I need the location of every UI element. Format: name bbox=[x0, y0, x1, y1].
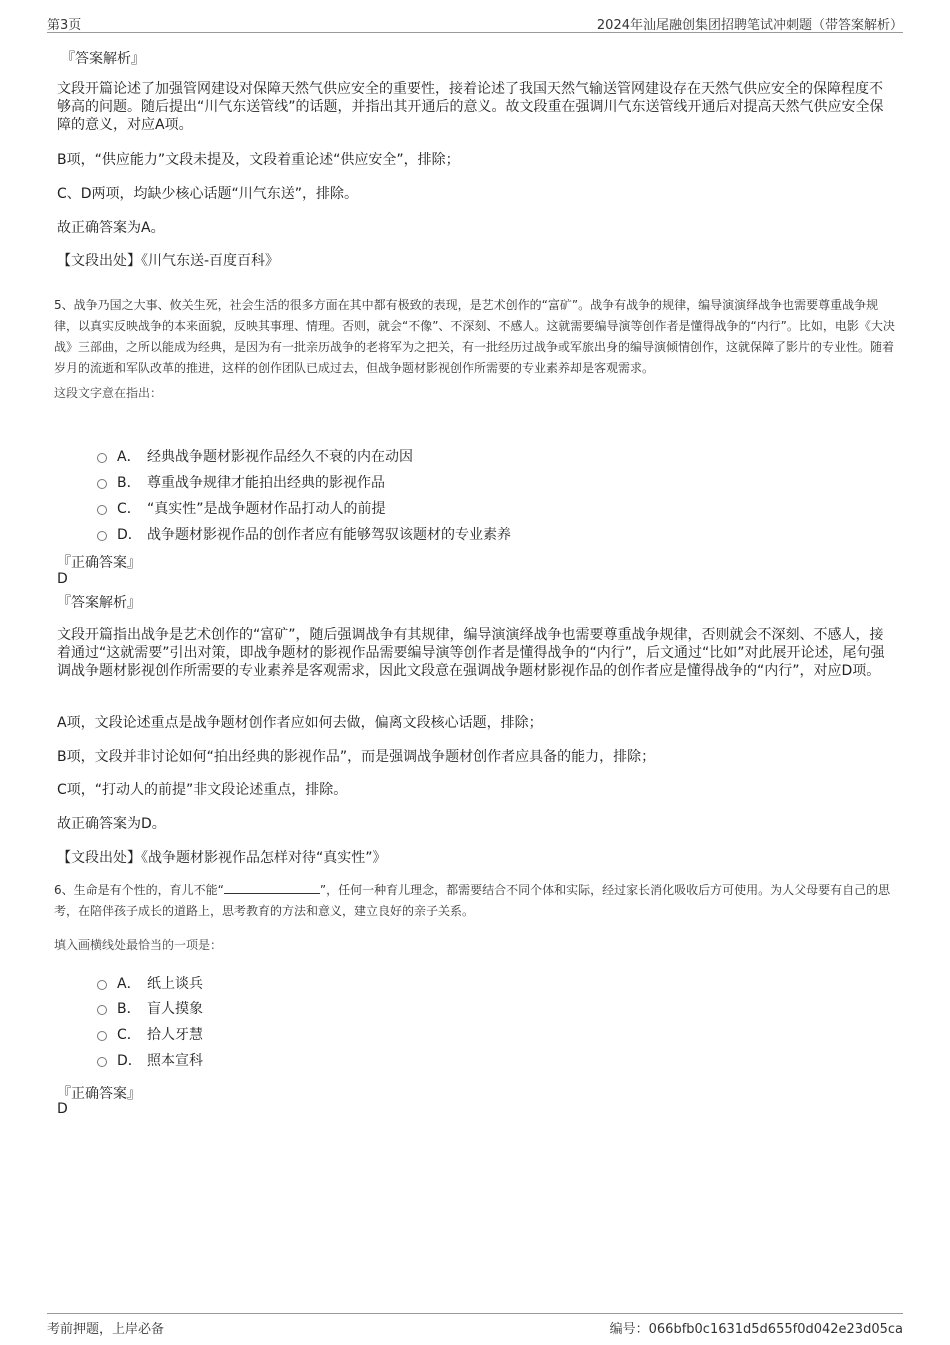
option-text: 经典战争题材影视作品经久不衰的内在动因 bbox=[147, 449, 413, 465]
q4-correct-answer: 故正确答案为A。 bbox=[57, 220, 165, 236]
q4-analysis-paragraph: 文段开篇论述了加强管网建设对保障天然气供应安全的重要性，接着论述了我国天然气输送管网建设存在天然气供应安全的保障程度不够高的问题。随后提出“川气东送管线”的话题，并指出其开通后的意义。故文段重在强调川气东送管线开通后对提高天然气供应安全保障的意义，对应A项。 bbox=[57, 81, 884, 133]
q6-stem-before: 6、生命是有个性的，育儿不能“ bbox=[54, 883, 224, 897]
footer-slogan: 考前押题，上岸必备 bbox=[47, 1322, 165, 1337]
radio-icon[interactable] bbox=[97, 1057, 107, 1067]
q6-option-b[interactable] bbox=[97, 998, 203, 1018]
document-title: 2024年汕尾融创集团招聘笔试冲刺题（带答案解析） bbox=[596, 18, 903, 33]
option-text: 战争题材影视作品的创作者应有能够驾驭该题材的专业素养 bbox=[147, 527, 511, 543]
q6-option-c[interactable] bbox=[97, 1024, 203, 1044]
radio-icon[interactable] bbox=[97, 1031, 107, 1041]
q5-option-d[interactable] bbox=[97, 524, 511, 544]
q6-option-d[interactable] bbox=[97, 1050, 203, 1070]
option-letter: D． bbox=[117, 1053, 142, 1069]
radio-icon[interactable] bbox=[97, 453, 107, 463]
q6-answer: D bbox=[57, 1101, 68, 1117]
page-footer bbox=[47, 1313, 903, 1337]
radio-icon[interactable] bbox=[97, 531, 107, 541]
q5-analysis-paragraph: 文段开篇指出战争是艺术创作的“富矿”，随后强调战争有其规律，编导演演绎战争也需要尊重战争规律，否则就会不深刻、不感人，接着通过“这就需要”引出对策，即战争题材的影视作品需要编导演等创作者是懂得战争的“内行”，后文通过“比如”对此展开论述，尾句强调战争题材影视创作所需要的专业素养是客观需求，因此文段意在强调战争题材影视作品的创作者应是懂得战争的“内行”，对应D项。 bbox=[57, 627, 885, 679]
option-text: “真实性”是战争题材作品打动人的前提 bbox=[147, 501, 386, 517]
option-text: 纸上谈兵 bbox=[147, 976, 203, 992]
q4-analysis-option-b: B项，“供应能力”文段未提及，文段着重论述“供应安全”，排除； bbox=[57, 152, 460, 168]
q5-answer: D bbox=[57, 571, 68, 587]
q5-analysis-label: 『答案解析』 bbox=[57, 595, 141, 611]
fill-blank bbox=[224, 882, 320, 894]
document-id: 编号：066bfb0c1631d5d655f0d042e23d05ca bbox=[609, 1322, 903, 1337]
q5-option-b[interactable] bbox=[97, 472, 385, 492]
q5-analysis-option-b: B项，文段并非讨论如何“拍出经典的影视作品”，而是强调战争题材创作者应具备的能力，排除； bbox=[57, 749, 656, 765]
q5-option-c[interactable] bbox=[97, 498, 386, 518]
q6-answer-label: 『正确答案』 bbox=[57, 1086, 141, 1102]
option-letter: C． bbox=[117, 1027, 141, 1043]
q4-analysis-label: 『答案解析』 bbox=[61, 51, 145, 67]
q5-option-a[interactable] bbox=[97, 446, 413, 466]
option-letter: C． bbox=[117, 501, 141, 517]
radio-icon[interactable] bbox=[97, 1005, 107, 1015]
q5-source: 【文段出处】《战争题材影视作品怎样对待“真实性”》 bbox=[57, 850, 387, 866]
option-text: 尊重战争规律才能拍出经典的影视作品 bbox=[147, 475, 385, 491]
option-letter: B． bbox=[117, 475, 141, 491]
option-text: 拾人牙慧 bbox=[147, 1027, 203, 1043]
q4-source: 【文段出处】《川气东送-百度百科》 bbox=[57, 253, 280, 269]
option-letter: A． bbox=[117, 976, 141, 992]
q5-analysis-option-a: A项，文段论述重点是战争题材创作者应如何去做，偏离文段核心话题，排除； bbox=[57, 715, 543, 731]
radio-icon[interactable] bbox=[97, 479, 107, 489]
q5-stem: 5、战争乃国之大事、攸关生死，社会生活的很多方面在其中都有极致的表现，是艺术创作的“富矿”。战争有战争的规律，编导演演绎战争也需要尊重战争规律，以真实反映战争的本来面貌，反映其事理、情理。否则，就会“不像”、不深刻、不感人。这就需要编导演等创作者是懂得战争的“内行”。比如，电影《大决战》三部曲，之所以能成为经典，是因为有一批亲历战争的老将军为之把关，有一批经历过战争或军旅出身的编导演倾情创作，这就保障了影片的专业性。随着岁月的流逝和军队改革的推进，这样的创作团队已成过去，但战争题材影视创作所需要的专业素养却是客观需求。 bbox=[54, 298, 895, 375]
option-letter: D． bbox=[117, 527, 142, 543]
q6-stem-after: ”，任何一种育儿理念，都需要结合不同个体和实际，经过家长消化吸收后方可使用。为人父母要有自己的思考，在陪伴孩子成长的道路上，思考教育的方法和意义，建立良好的亲子关系。 bbox=[54, 883, 891, 918]
q6-stem bbox=[54, 880, 902, 922]
page-number: 第3页 bbox=[47, 18, 82, 33]
option-letter: A． bbox=[117, 449, 141, 465]
q6-prompt: 填入画横线处最恰当的一项是： bbox=[54, 938, 223, 952]
q5-correct-answer: 故正确答案为D。 bbox=[57, 816, 166, 832]
q4-analysis-option-cd: C、D两项，均缺少核心话题“川气东送”，排除。 bbox=[57, 186, 359, 202]
q5-prompt: 这段文字意在指出： bbox=[54, 386, 163, 400]
q5-answer-label: 『正确答案』 bbox=[57, 555, 141, 571]
page-header bbox=[47, 12, 903, 33]
option-letter: B． bbox=[117, 1001, 141, 1017]
radio-icon[interactable] bbox=[97, 980, 107, 990]
option-text: 照本宣科 bbox=[147, 1053, 203, 1069]
radio-icon[interactable] bbox=[97, 505, 107, 515]
q6-option-a[interactable] bbox=[97, 973, 203, 993]
option-text: 盲人摸象 bbox=[147, 1001, 203, 1017]
q5-analysis-option-c: C项，“打动人的前提”非文段论述重点，排除。 bbox=[57, 782, 348, 798]
